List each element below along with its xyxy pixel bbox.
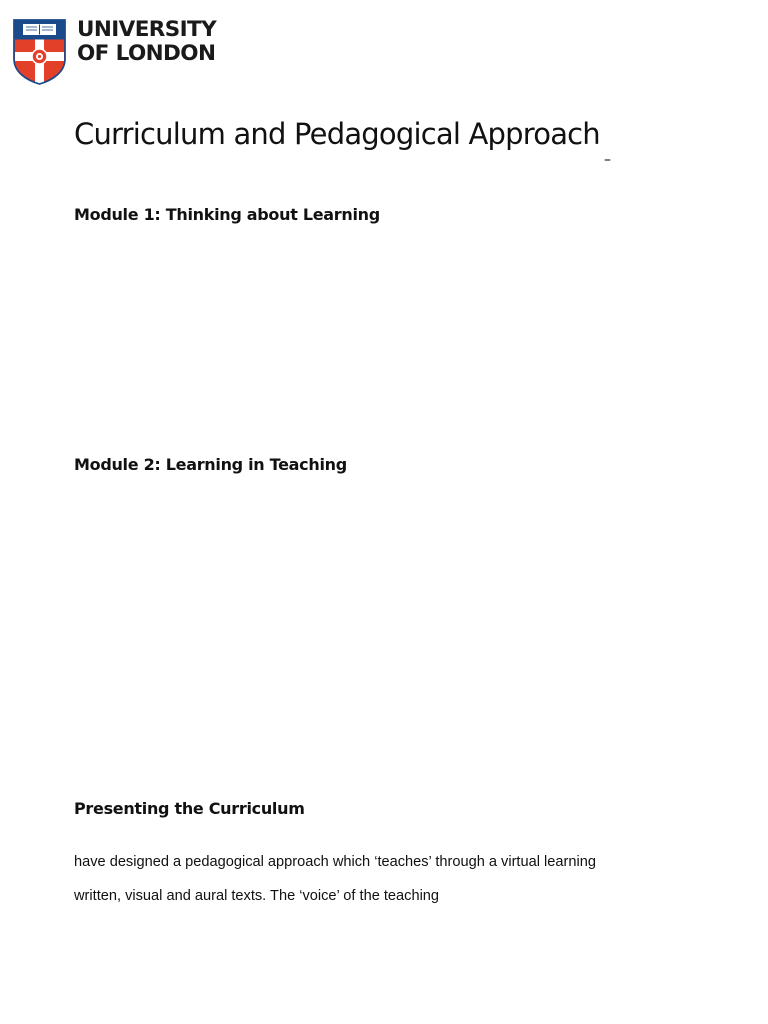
section-heading-module-2: Module 2: Learning in Teaching (74, 455, 347, 474)
section-heading-module-1: Module 1: Thinking about Learning (74, 205, 380, 224)
section-heading-presenting-curriculum: Presenting the Curriculum (74, 799, 305, 818)
university-logo (13, 18, 228, 86)
document-title: Curriculum and Pedagogical Approach (74, 117, 600, 151)
body-text-line: have designed a pedagogical approach which ‘teaches’ through a virtual learning (74, 854, 596, 870)
university-crest-icon (13, 19, 66, 85)
logo-line-of-london: OF LONDON (77, 41, 216, 66)
logo-line-university: UNIVERSITY (77, 17, 217, 42)
university-wordmark (77, 18, 216, 66)
body-text-line: written, visual and aural texts. The ‘voice’ of the teaching (74, 888, 440, 904)
title-dash-mark: – (604, 152, 611, 168)
